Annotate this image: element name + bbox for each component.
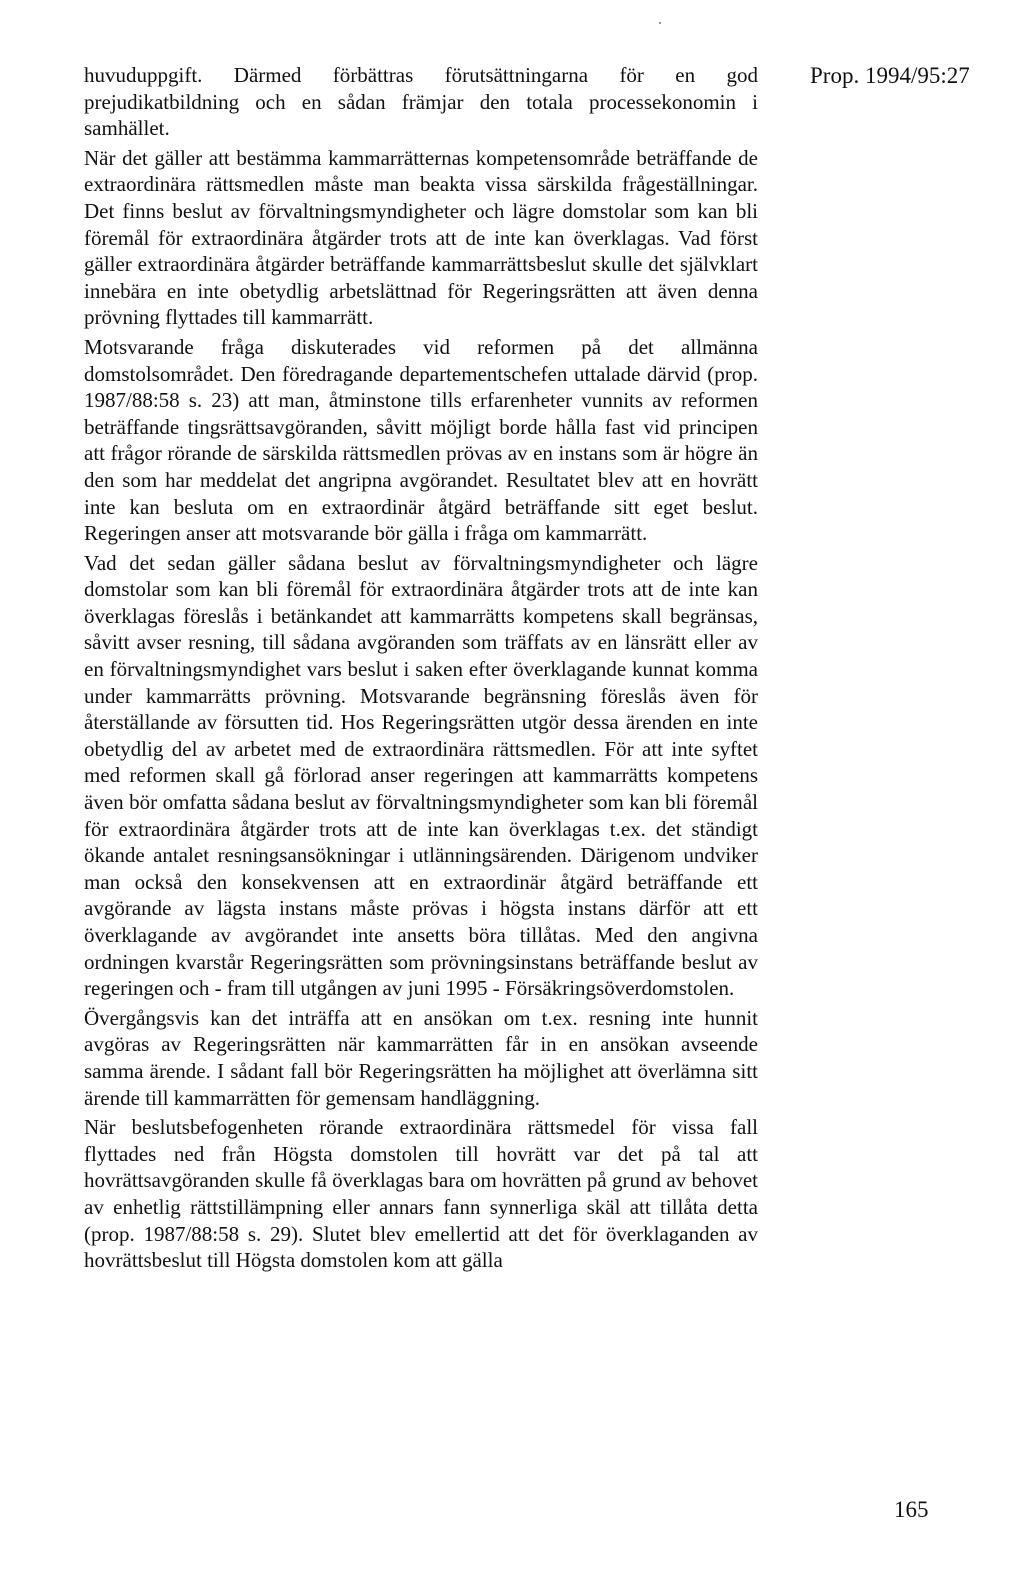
document-reference: Prop. 1994/95:27 bbox=[810, 63, 970, 88]
page-number: 165 bbox=[894, 1497, 929, 1522]
paragraph: Motsvarande fråga diskuterades vid reformen på det allmänna domstolsområdet. Den föredragande departementschefen uttalade därvid (prop. 1987/88:58 s. 23) att man, åtminstone tills erfarenheter vunnits av reformen beträffande tingsrättsavgöranden, såvitt möjligt borde hålla fast vid principen att frågor rörande de särskilda rättsmedlen prövas av en instans som är högre än den som har meddelat det angripna avgörandet. Resultatet blev att en hovrätt inte kan besluta om en extraordinär åtgärd beträffande sitt eget beslut. Regeringen anser att motsvarande bör gälla i fråga om kammarrätt. bbox=[84, 334, 758, 546]
scan-speck bbox=[659, 22, 661, 24]
paragraph: Övergångsvis kan det inträffa att en ansökan om t.ex. resning inte hunnit avgöras av Regeringsrätten när kammarrätten får in en ansökan avseende samma ärende. I sådant fall bör Regeringsrätten ha möjlighet att överlämna sitt ärende till kammarrätten för gemensam handläggning. bbox=[84, 1005, 758, 1110]
paragraph: huvuduppgift. Därmed förbättras förutsättningarna för en god prejudikatbildning och en sådan främjar den totala processekonomin i samhället. bbox=[84, 63, 758, 141]
paragraph: När beslutsbefogenheten rörande extraordinära rättsmedel för vissa fall flyttades ned från Högsta domstolen till hovrätt var det på tal att hovrättsavgöranden skulle få överklagas bara om hovrätten på grund av behovet av enhetlig rättstillämpning eller annars fann synnerliga skäl att tillåta detta (prop. 1987/88:58 s. 29). Slutet blev emellertid att det för överklaganden av hovrättsbeslut till Högsta domstolen kom att gälla bbox=[84, 1115, 758, 1273]
paragraph: När det gäller att bestämma kammarrätternas kompetensområde beträffande de extraordinära rättsmedlen måste man beakta vissa särskilda frågeställningar. Det finns beslut av förvaltningsmyndigheter och lägre domstolar som kan bli föremål för extraordinära åtgärder trots att de inte kan överklagas. Vad först gäller extraordinära åtgärder beträffande kammarrättsbeslut skulle det självklart innebära en inte obetydlig arbetslättnad för Regeringsrätten att även denna prövning flyttades till kammarrätt. bbox=[84, 145, 758, 330]
paragraph: Vad det sedan gäller sådana beslut av förvaltningsmyndigheter och lägre domstolar som kan bli föremål för extraordinära åtgärder trots att de inte kan överklagas föreslås i betänkandet att kammarrätts kompetens skall begränsas, såvitt avser resning, till sådana avgöranden som träffats av en länsrätt eller av en förvaltningsmyndighet vars beslut i saken efter överklagande kunnat komma under kammarrätts prövning. Motsvarande begränsning föreslås även för återställande av försutten tid. Hos Regeringsrätten utgör dessa ärenden en inte obetydlig del av arbetet med de extraordinära rättsmedlen. För att inte syftet med reformen skall gå förlorad anser regeringen att kammarrätts kompetens även bör omfatta sådana beslut av förvaltningsmyndigheter som kan bli föremål för extraordinära åtgärder trots att de inte kan överklagas t.ex. det ständigt ökande antalet resningsansökningar i utlänningsärenden. Därigenom undviker man också den konsekvensen att en extraordinär åtgärd beträffande ett avgörande av lägsta instans måste prövas i högsta instans därför att ett överklagande av avgörandet inte ansetts böra tillåtas. Med den angivna ordningen kvarstår Regeringsrätten som prövningsinstans beträffande beslut av regeringen och - fram till utgången av juni 1995 - Försäkringsöverdomstolen. bbox=[84, 550, 758, 1001]
body-text bbox=[84, 62, 758, 1277]
